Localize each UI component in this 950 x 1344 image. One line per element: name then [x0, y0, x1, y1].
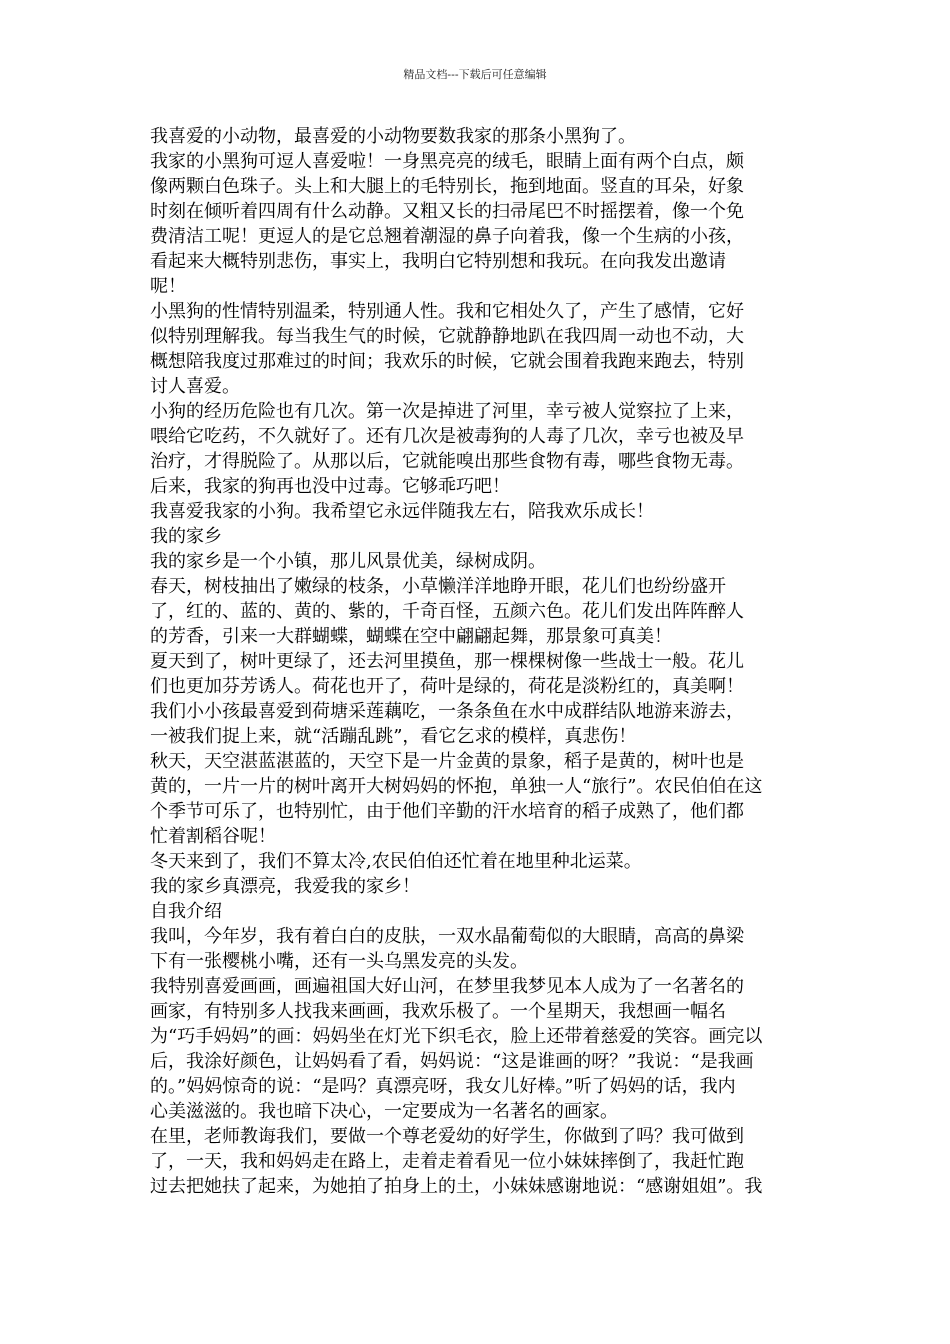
text-line: 我家的小黑狗可逗人喜爱啦！一身黑亮亮的绒毛，眼睛上面有两个白点，颇 — [150, 151, 744, 172]
text-line: 过去把她扶了起来，为她拍了拍身上的土，小妹妹感谢地说：“感谢姐姐”。我 — [150, 1176, 763, 1197]
page-header: 精品文档---下载后可任意编辑 — [403, 68, 547, 81]
text-line: 我特别喜爱画画，画遍祖国大好山河，在梦里我梦见本人成为了一名著名的 — [150, 976, 744, 997]
text-line: 夏天到了，树叶更绿了，还去河里摸鱼，那一棵棵树像一些战士一般。花儿 — [150, 651, 744, 672]
text-line: 小黑狗的性情特别温柔，特别通人性。我和它相处久了，产生了感情，它好 — [150, 301, 744, 322]
text-line: 黄的，一片一片的树叶离开大树妈妈的怀抱，单独一人“旅行”。农民伯伯在这 — [150, 776, 763, 797]
text-line: 讨人喜爱。 — [150, 376, 240, 397]
text-line: 为“巧手妈妈”的画：妈妈坐在灯光下织毛衣，脸上还带着慈爱的笑容。画完以 — [150, 1026, 763, 1047]
text-line: 了，一天，我和妈妈走在路上，走着走着看见一位小妹妹摔倒了，我赶忙跑 — [150, 1151, 744, 1172]
text-line: 后来，我家的狗再也没中过毒。它够乖巧吧！ — [150, 476, 510, 497]
text-line: 似特别理解我。每当我生气的时候，它就静静地趴在我四周一动也不动，大 — [150, 326, 744, 347]
text-line: 概想陪我度过那难过的时间；我欢乐的时候，它就会围着我跑来跑去，特别 — [150, 351, 744, 372]
text-line: 画家，有特别多人找我来画画，我欢乐极了。一个星期天，我想画一幅名 — [150, 1001, 726, 1022]
text-line: 春天，树枝抽出了嫩绿的枝条，小草懒洋洋地睁开眼，花儿们也纷纷盛开 — [150, 576, 726, 597]
text-line: 喂给它吃药，不久就好了。还有几次是被毒狗的人毒了几次，幸亏也被及早 — [150, 426, 744, 447]
text-line: 小狗的经历危险也有几次。第一次是掉进了河里，幸亏被人觉察拉了上来， — [150, 401, 744, 422]
text-line: 看起来大概特别悲伤，事实上，我明白它特别想和我玩。在向我发出邀请 — [150, 251, 726, 272]
text-line: 我们小小孩最喜爱到荷塘采莲藕吃，一条条鱼在水中成群结队地游来游去， — [150, 701, 744, 722]
text-line: 下有一张樱桃小嘴，还有一头乌黑发亮的头发。 — [150, 951, 528, 972]
text-line: 忙着割稻谷呢！ — [150, 826, 276, 847]
text-line: 秋天，天空湛蓝湛蓝的，天空下是一片金黄的景象，稻子是黄的，树叶也是 — [150, 751, 744, 772]
text-line: 时刻在倾听着四周有什么动静。又粗又长的扫帚尾巴不时摇摆着，像一个免 — [150, 201, 744, 222]
text-line: 在里，老师教诲我们，要做一个尊老爱幼的好学生，你做到了吗？我可做到 — [150, 1126, 744, 1147]
text-line: 我喜爱我家的小狗。我希望它永远伴随我左右，陪我欢乐成长！ — [150, 501, 654, 522]
text-line: 我的家乡 — [150, 526, 222, 547]
text-line: 我的家乡是一个小镇，那儿风景优美，绿树成阴。 — [150, 551, 546, 572]
text-line: 我叫，今年岁，我有着白白的皮肤，一双水晶葡萄似的大眼睛，高高的鼻梁 — [150, 926, 744, 947]
text-line: 们也更加芬芳诱人。荷花也开了，荷叶是绿的，荷花是淡粉红的，真美啊！ — [150, 676, 744, 697]
text-line: 的芳香，引来一大群蝴蝶，蝴蝶在空中翩翩起舞，那景象可真美！ — [150, 626, 672, 647]
text-line: 自我介绍 — [150, 901, 222, 922]
text-line: 的。”妈妈惊奇的说：“是吗？真漂亮呀，我女儿好棒。”听了妈妈的话，我内 — [150, 1076, 736, 1097]
text-line: 像两颗白色珠子。头上和大腿上的毛特别长，拖到地面。竖直的耳朵，好象 — [150, 176, 744, 197]
text-line: 个季节可乐了，也特别忙，由于他们辛勤的汗水培育的稻子成熟了，他们都 — [150, 801, 744, 822]
text-line: 后，我涂好颜色，让妈妈看了看，妈妈说：“这是谁画的呀？”我说：“是我画 — [150, 1051, 754, 1072]
document-body — [150, 124, 800, 1199]
text-line: 我的家乡真漂亮，我爱我的家乡！ — [150, 876, 420, 897]
text-line: 冬天来到了，我们不算太冷,农民伯伯还忙着在地里种北运菜。 — [150, 851, 642, 872]
text-line: 心美滋滋的。我也暗下决心，一定要成为一名著名的画家。 — [150, 1101, 618, 1122]
text-line: 了，红的、蓝的、黄的、紫的，千奇百怪，五颜六色。花儿们发出阵阵醉人 — [150, 601, 744, 622]
text-line: 我喜爱的小动物，最喜爱的小动物要数我家的那条小黑狗了。 — [150, 126, 636, 147]
text-line: 治疗，才得脱险了。从那以后，它就能嗅出那些食物有毒，哪些食物无毒。 — [150, 451, 744, 472]
text-line: 一被我们捉上来，就“活蹦乱跳”，看它乞求的模样，真悲伤！ — [150, 726, 637, 747]
text-line: 费清洁工呢！更逗人的是它总翘着潮湿的鼻子向着我，像一个生病的小孩， — [150, 226, 744, 247]
text-line: 呢！ — [150, 276, 186, 297]
